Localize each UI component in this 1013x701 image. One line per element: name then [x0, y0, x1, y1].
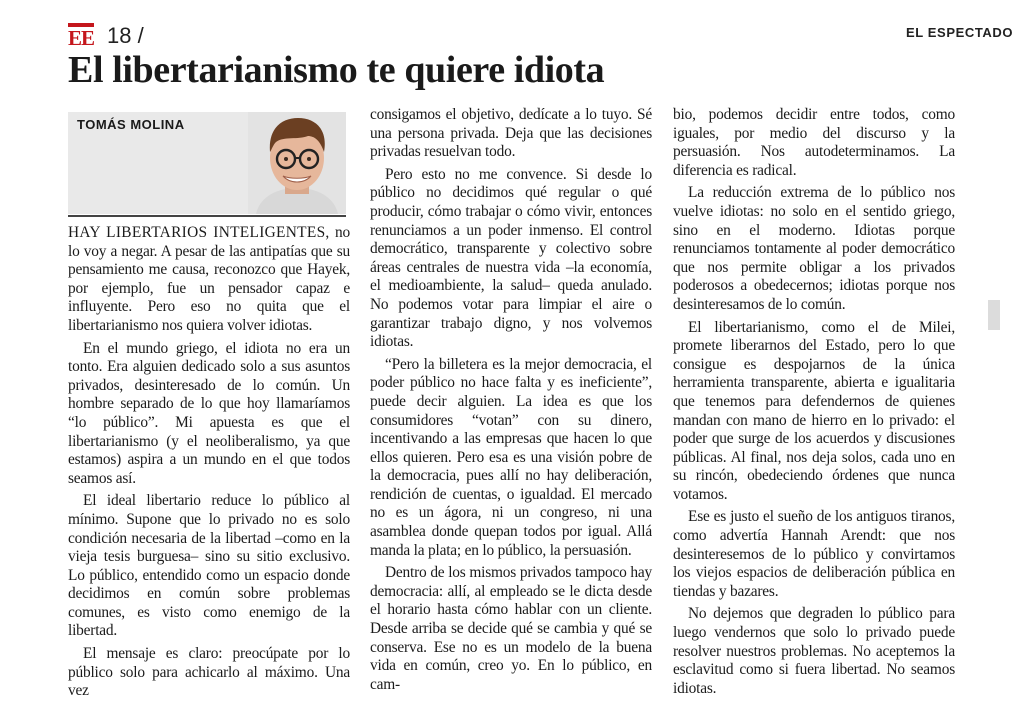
author-portrait — [248, 112, 346, 214]
article-column-2 — [370, 106, 652, 693]
article-column-1 — [68, 224, 350, 700]
page-number: 18 / — [107, 23, 144, 48]
paragraph: El mensaje es claro: preocúpate por lo público solo para achicarlo al máximo. Una vez — [68, 645, 350, 700]
author-byline-box — [68, 112, 346, 214]
paragraph: consigamos el objetivo, dedícate a lo tuyo. Sé una persona privada. Deja que las decisiones privadas resuelvan todo. — [370, 106, 652, 161]
paragraph: “Pero la billetera es la mejor democracia, el poder público no hace falta y es ineficiente”, puede decir alguien. La idea es que los consumidores “votan” con su dinero, incentivando a las empresas que hacen lo que ellos quieren. Pero esa es una visión pobre de la democracia, pues allí no hay deliberación, rendición de cuentas, o igualdad. El mercado no es un ágora, ni un congreso, ni una asamblea donde quepan todos por igual. Allá manda la plata; en lo público, la persuasión. — [370, 355, 652, 559]
paragraph: No dejemos que degraden lo público para luego vendernos que solo lo privado puede resolver nuestros problemas. No aceptemos la esclavitud como si fuera libertad. No seamos idiotas. — [673, 605, 955, 697]
paragraph: Ese es justo el sueño de los antiguos tiranos, como advertía Hannah Arendt: que nos desinteresemos de lo público y convirtamos los viejos espacios de deliberación pública en tiendas y bazares. — [673, 508, 955, 600]
lead-in: HAY LIBERTARIOS INTELIGENTES, — [68, 224, 330, 241]
page-header — [68, 22, 1013, 52]
paragraph: Dentro de los mismos privados tampoco hay democracia: allí, al empleado se le dicta desde el horario hasta cómo hablar con un cliente. Desde arriba se decide qué se cambia y qué se conserva. Ese no es un modelo de la buena vida en común, creo yo. En lo público, en cam- — [370, 564, 652, 693]
paragraph-text: no lo voy a negar. A pesar de las antipatías que su pensamiento me causa, reconozco que Hayek, por ejemplo, fue un pensador capaz e influyente. Pero eso no quita que el libertarianismo nos quiera volver idiotas. — [68, 224, 350, 334]
byline-divider — [68, 215, 346, 217]
newspaper-logo: EE — [68, 23, 94, 48]
paragraph: En el mundo griego, el idiota no era un tonto. Era alguien dedicado solo a sus asuntos privados, desinteresado de lo común. Un hombre separado de lo que hoy llamaríamos “lo público”. Mi apuesta es que el libertarianismo (y el neoliberalismo, ya que estamos) aspira a un mundo en el que todos seamos así. — [68, 339, 350, 487]
paragraph: La reducción extrema de lo público nos vuelve idiotas: no solo en el sentido griego, sino en el moderno. Idiotas porque renunciamos tontamente al poder democrático que nos permite obligar a los privados poderosos a obedecernos; idiotas porque nos desinteresamos de lo común. — [673, 184, 955, 313]
paragraph — [68, 224, 350, 336]
page-edge-fragment — [988, 300, 1000, 330]
paragraph: bio, podemos decidir entre todos, como iguales, por medio del discurso y la persuasión. Nos autodeterminamos. La diferencia es radical. — [673, 106, 955, 179]
publication-name: EL ESPECTADO — [906, 25, 1013, 40]
article-column-3 — [673, 106, 955, 697]
article-headline: El libertarianismo te quiere idiota — [68, 49, 605, 91]
paragraph: El libertarianismo, como el de Milei, promete liberarnos del Estado, pero lo que consigue es despojarnos de la única herramienta transparente, abierta e igualitaria que tenemos para defendernos de quienes mandan con mano de hierro en lo privado: el poder que surge de los acuerdos y discusiones públicas. Al final, nos deja solos, cada uno en su rincón, obedeciendo órdenes que nunca votamos. — [673, 318, 955, 503]
paragraph: El ideal libertario reduce lo público al mínimo. Supone que lo privado no es solo condición necesaria de la libertad –como en la vieja tesis burguesa– sino su sitio exclusivo. Lo público, entendido como un espacio donde decidimos en común sobre problemas comunes, es visto como enemigo de la libertad. — [68, 492, 350, 640]
author-name: TOMÁS MOLINA — [77, 117, 185, 132]
paragraph: Pero esto no me convence. Si desde lo público no decidimos qué regular o qué producir, cómo trabajar o cómo vivir, entonces renunciamos a un poder inmenso. El control democrático, transparente y colectivo sobre áreas centrales de nuestra vida –la economía, el medioambiente, la salud– queda anulado. No podemos votar para limpiar el aire o garantizar trabajo digno, y nos volvemos idiotas. — [370, 165, 652, 351]
